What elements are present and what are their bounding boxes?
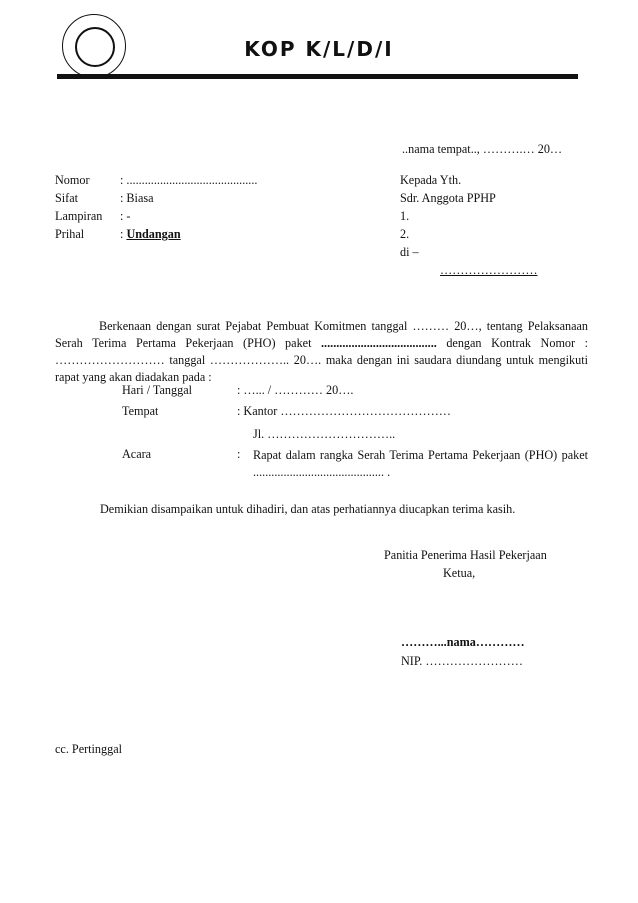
- signature-nip: NIP. ……………………: [401, 654, 523, 668]
- field-value-lampiran: : -: [120, 209, 131, 223]
- field-label-prihal: Prihal: [55, 227, 85, 241]
- field-value-prihal: [120, 227, 181, 242]
- field-value-sifat: : Biasa: [120, 191, 154, 205]
- field-label-lampiran: Lampiran: [55, 209, 103, 223]
- schedule-day-value: : …... / ………… 20….: [237, 383, 354, 397]
- schedule-place-label: Tempat: [122, 404, 159, 418]
- body-text-part-1: Berkenaan dengan surat Pejabat Pembuat Komitmen tanggal ……… 20…, tentang Pelaksanaan Serah Terima Pertama Pekerjaan (PHO) paket: [55, 319, 588, 350]
- signature-name: ………...nama…………: [401, 635, 525, 649]
- recipient-name: Sdr. Anggota PPHP: [400, 191, 496, 205]
- recipient-location-label: di –: [400, 245, 419, 259]
- schedule-agenda-value: Rapat dalam rangka Serah Terima Pertama Pekerjaan (PHO) paket ........................................... .: [253, 448, 588, 479]
- schedule-agenda-colon: :: [237, 447, 241, 461]
- field-label-nomor: Nomor: [55, 173, 90, 187]
- schedule-place-street: Jl. …………………………..: [253, 427, 396, 441]
- schedule-agenda-label: Acara: [122, 447, 152, 461]
- field-label-sifat: Sifat: [55, 191, 79, 205]
- body-paragraph: [55, 318, 588, 386]
- recipient-greeting: Kepada Yth.: [400, 173, 462, 187]
- schedule-place-value: : Kantor ……………………………………: [237, 404, 451, 418]
- body-text-part-2: dengan Kontrak Nomor : ……………………… tanggal ……………….. 20…. maka dengan ini saudara diundang untuk mengikuti rapat yang akan diadakan pada :: [55, 336, 589, 384]
- signature-role: Ketua,: [443, 566, 476, 580]
- recipient-location: ……………………: [440, 263, 538, 277]
- package-placeholder: ......................................: [321, 336, 437, 350]
- field-value-nomor: : ...........................................: [120, 173, 258, 187]
- letterhead-rule: [57, 74, 578, 79]
- signature-committee: Panitia Penerima Hasil Pekerjaan: [384, 548, 547, 562]
- recipient-item-1: 1.: [400, 209, 410, 223]
- recipient-item-2: 2.: [400, 227, 410, 241]
- schedule-day-label: Hari / Tanggal: [122, 383, 192, 397]
- closing-sentence: Demikian disampaikan untuk dihadiri, dan atas perhatiannya diucapkan terima kasih.: [100, 502, 516, 516]
- prihal-subject: Undangan: [126, 227, 181, 241]
- prihal-colon: :: [120, 227, 127, 241]
- date-line: ..nama tempat.., ……….… 20…: [402, 142, 563, 156]
- letterhead-title: KOP K/L/D/I: [244, 37, 394, 61]
- cc-line: cc. Pertinggal: [55, 742, 123, 756]
